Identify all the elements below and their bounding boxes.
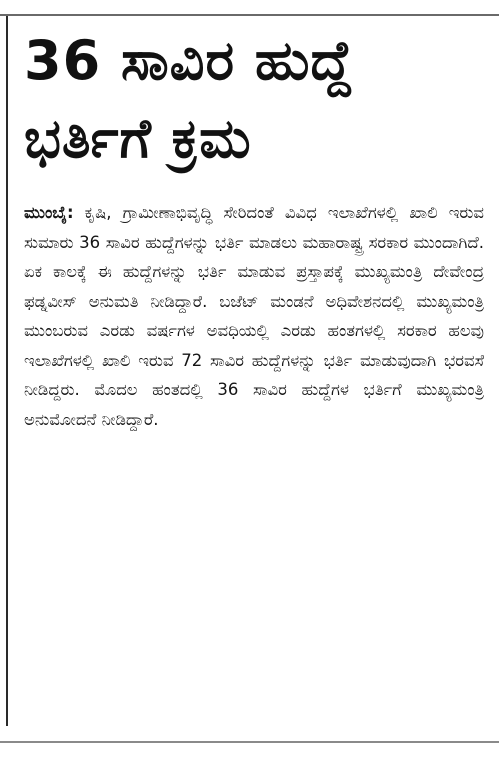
headline-line-2: ಭರ್ತಿಗೆ ಕ್ರಮ bbox=[24, 107, 252, 170]
headline-line-1: 36 ಸಾವಿರ ಹುದ್ದೆ bbox=[24, 29, 354, 92]
article-body bbox=[24, 198, 484, 434]
dateline: ಮುಂಬೈ: bbox=[24, 203, 74, 222]
body-text: ಕೃಷಿ, ಗ್ರಾಮೀಣಾಭಿವೃದ್ಧಿ ಸೇರಿದಂತೆ ವಿವಿಧ ಇಲಾಖೆಗಳಲ್ಲಿ ಖಾಲಿ ಇರುವ ಸುಮಾರು 36 ಸಾವಿರ ಹುದ್ದೆಗಳನ್ನು ಭರ್ತಿ ಮಾಡಲು ಮಹಾರಾಷ್ಟ್ರ ಸರಕಾರ ಮುಂದಾಗಿದೆ. ಏಕ ಕಾಲಕ್ಕೆ ಈ ಹುದ್ದೆಗಳನ್ನು ಭರ್ತಿ ಮಾಡುವ ಪ್ರಸ್ತಾಪಕ್ಕೆ ಮುಖ್ಯಮಂತ್ರಿ ದೇವೇಂದ್ರ ಫಡ್ನವೀಸ್ ಅನುಮತಿ ನೀಡಿದ್ದಾರೆ. ಬಜೆಟ್ ಮಂಡನೆ ಅಧಿವೇಶನದಲ್ಲಿ ಮುಖ್ಯಮಂತ್ರಿ ಮುಂಬರುವ ಎರಡು ವರ್ಷಗಳ ಅವಧಿಯಲ್ಲಿ ಎರಡು ಹಂತಗಳಲ್ಲಿ ಸರಕಾರ ಹಲವು ಇಲಾಖೆಗಳಲ್ಲಿ ಖಾಲಿ ಇರುವ 72 ಸಾವಿರ ಹುದ್ದೆಗಳನ್ನು ಭರ್ತಿ ಮಾಡುವುದಾಗಿ ಭರವಸೆ ನೀಡಿದ್ದರು. ಮೊದಲ ಹಂತದಲ್ಲಿ 36 ಸಾವಿರ ಹುದ್ದೆಗಳ ಭರ್ತಿಗೆ ಮುಖ್ಯಮಂತ್ರಿ ಅನುಮೋದನೆ ನೀಡಿದ್ದಾರೆ. bbox=[24, 203, 484, 429]
news-article bbox=[24, 22, 484, 434]
column-rule bbox=[6, 16, 8, 726]
headline bbox=[24, 22, 484, 178]
bottom-divider bbox=[0, 741, 499, 743]
top-divider bbox=[0, 14, 499, 16]
